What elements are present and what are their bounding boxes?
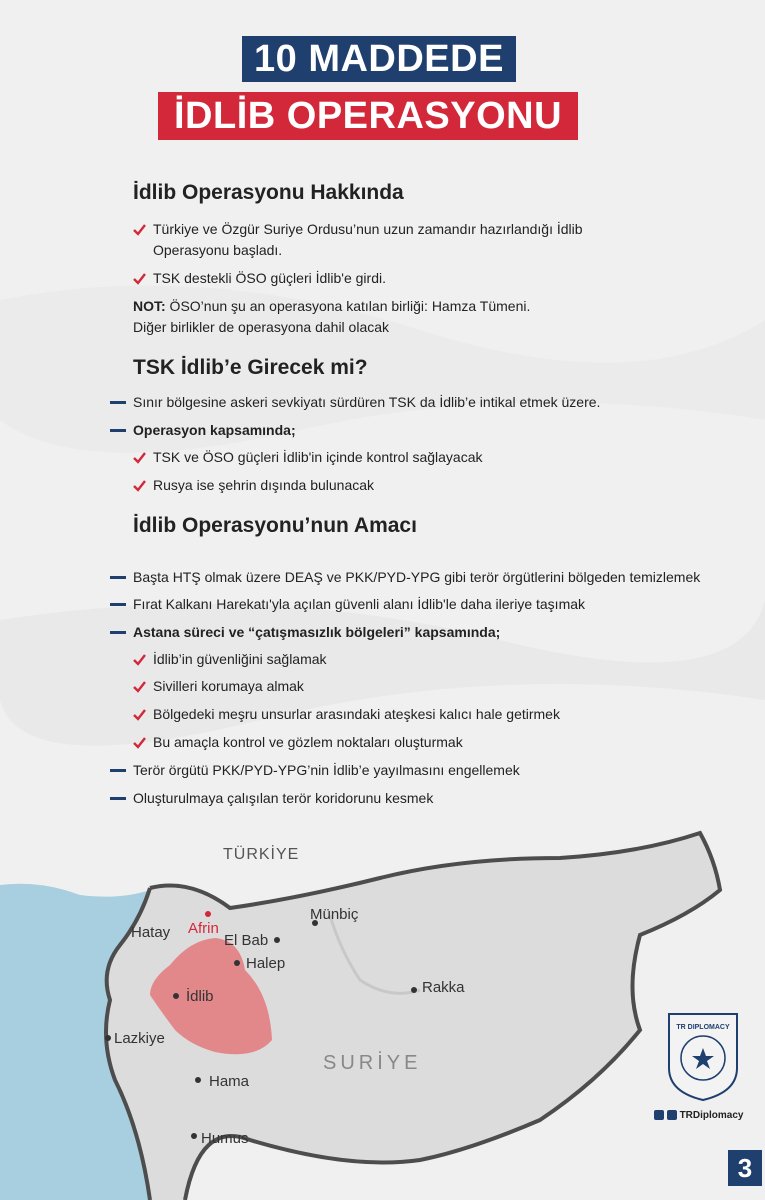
- section-1-note: [133, 297, 530, 315]
- check-icon: [133, 272, 146, 285]
- section-1-item-1a: Türkiye ve Özgür Suriye Ordusu’nun uzun zamandır hazırlandığı İdlib: [153, 221, 583, 237]
- dash-bullet-icon: [110, 576, 126, 579]
- city-afrin: Afrin: [188, 920, 219, 937]
- check-icon: [133, 680, 146, 693]
- emblem-text: TR DIPLOMACY: [676, 1024, 730, 1031]
- section-2-item-1: TSK ve ÖSO güçleri İdlib'in içinde kontrol sağlayacak: [153, 449, 483, 465]
- section-2-subheading: Operasyon kapsamında;: [133, 422, 296, 438]
- section-1-item-1b: Operasyonu başladı.: [153, 242, 283, 258]
- city-lazkiye: Lazkiye: [114, 1030, 165, 1047]
- dash-bullet-icon: [110, 769, 126, 772]
- city-halep: Halep: [246, 955, 286, 972]
- city-elbab: El Bab: [224, 932, 269, 949]
- section-3-line-3: Terör örgütü PKK/PYD-YPG’nin İdlib’e yayılmasını engellemek: [133, 762, 520, 778]
- social-handle: [654, 1110, 743, 1121]
- syria-map: [0, 820, 765, 1200]
- city-humus: Humus: [201, 1130, 249, 1147]
- check-icon: [133, 736, 146, 749]
- note-label: NOT:: [133, 298, 166, 314]
- check-icon: [133, 479, 146, 492]
- check-icon: [133, 653, 146, 666]
- section-3-line-1: Başta HTŞ olmak üzere DEAŞ ve PKK/PYD-YPG gibi terör örgütlerini bölgeden temizlemek: [133, 569, 701, 585]
- dash-bullet-icon: [110, 631, 126, 634]
- section-3-line-2: Fırat Kalkanı Harekatı'yla açılan güvenli alanı İdlib'le daha ileriye taşımak: [133, 596, 586, 612]
- city-hatay: Hatay: [131, 924, 171, 941]
- dash-bullet-icon: [110, 797, 126, 800]
- section-3-item-3: Bölgedeki meşru unsurlar arasındaki ateşkesi kalıcı hale getirmek: [153, 706, 560, 722]
- section-1-item-2: TSK destekli ÖSO güçleri İdlib'e girdi.: [153, 270, 386, 286]
- city-munbic: Münbiç: [310, 906, 359, 923]
- section-3-heading: İdlib Operasyonu’nun Amacı: [133, 514, 417, 537]
- section-3-item-4: Bu amaçla kontrol ve gözlem noktaları oluşturmak: [153, 734, 463, 750]
- country-label-turkey: TÜRKİYE: [223, 846, 300, 863]
- check-icon: [133, 451, 146, 464]
- title-line-1: 10 MADDEDE: [242, 36, 516, 82]
- page-number: 3: [728, 1150, 762, 1186]
- dash-bullet-icon: [110, 401, 126, 404]
- dash-bullet-icon: [110, 603, 126, 606]
- city-rakka: Rakka: [422, 979, 465, 996]
- section-2-line-1: Sınır bölgesine askeri sevkiyatı sürdüren TSK da İdlib’e intikal etmek üzere.: [133, 394, 601, 410]
- country-label-syria: SURİYE: [323, 1052, 422, 1074]
- section-1-note-line-2: Diğer birlikler de operasyona dahil olacak: [133, 319, 390, 335]
- section-3-line-4: Oluşturulmaya çalışılan terör koridorunu kesmek: [133, 790, 434, 806]
- title-line-2: İDLİB OPERASYONU: [158, 92, 578, 140]
- social-handle-text: TRDiplomacy: [679, 1110, 744, 1121]
- section-3-subheading: Astana süreci ve “çatışmasızlık bölgeleri” kapsamında;: [133, 624, 501, 640]
- city-idlib: İdlib: [186, 988, 214, 1005]
- twitter-icon: [654, 1110, 664, 1120]
- check-icon: [133, 708, 146, 721]
- section-1-heading: İdlib Operasyonu Hakkında: [133, 181, 404, 204]
- check-icon: [133, 223, 146, 236]
- dash-bullet-icon: [110, 429, 126, 432]
- facebook-icon: [667, 1110, 677, 1120]
- city-hama: Hama: [209, 1073, 250, 1090]
- section-3-item-1: İdlib’in güvenliğini sağlamak: [153, 651, 327, 667]
- section-2-item-2: Rusya ise şehrin dışında bulunacak: [153, 477, 375, 493]
- section-2-heading: TSK İdlib’e Girecek mi?: [133, 356, 368, 379]
- section-3-item-2: Sivilleri korumaya almak: [153, 678, 304, 694]
- note-text: ÖSO’nun şu an operasyona katılan birliği: Hamza Tümeni.: [165, 298, 531, 314]
- tr-diplomacy-emblem: [665, 1010, 741, 1102]
